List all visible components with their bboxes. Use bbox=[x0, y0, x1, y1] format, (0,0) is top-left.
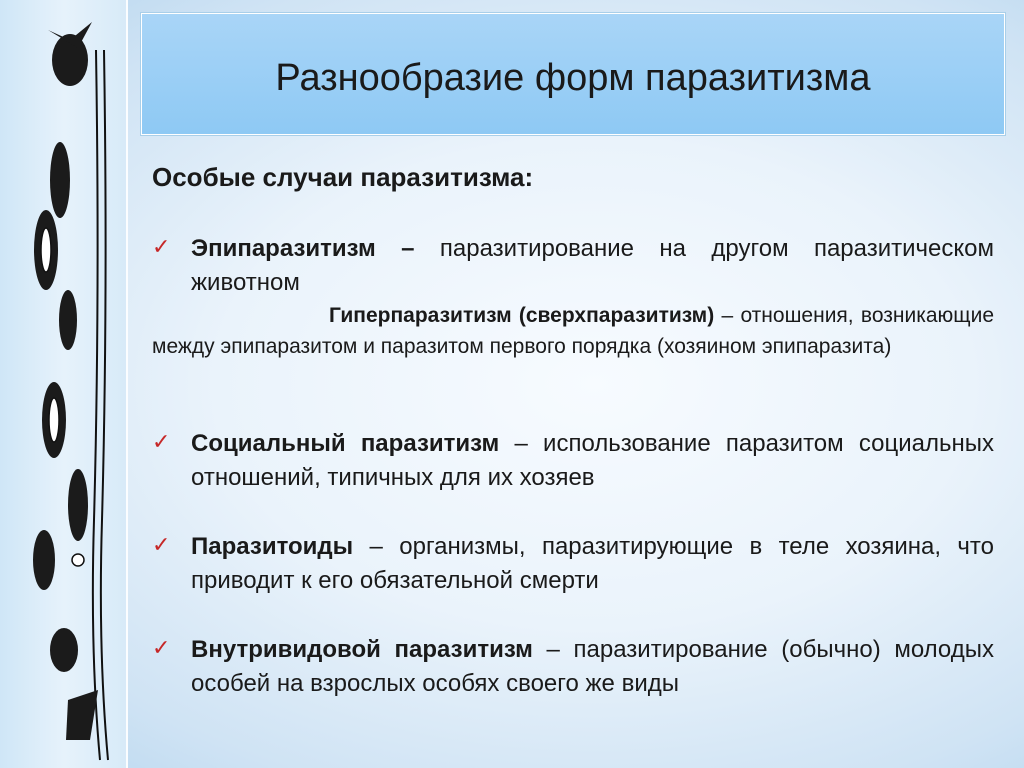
list-item-parasitoids bbox=[152, 530, 994, 598]
parasites-column-illustration bbox=[8, 0, 120, 768]
list-item-intraspecific bbox=[152, 633, 994, 701]
checkmark-icon: ✓ bbox=[152, 234, 171, 259]
term-definition: – паразитирование (обычно) молодых особей на взрослых особях своего же виды bbox=[191, 636, 994, 697]
checkmark-icon: ✓ bbox=[152, 635, 171, 660]
left-divider-line bbox=[126, 0, 128, 768]
list-item-social-parasitism bbox=[152, 427, 994, 495]
title-banner bbox=[141, 13, 1005, 135]
term-definition: – организмы, паразитирующие в теле хозяина, что приводит к его обязательной смерти bbox=[191, 533, 994, 594]
term-definition: паразитирование на другом паразитическом животном bbox=[191, 235, 995, 296]
hyperparasitism-paragraph bbox=[152, 300, 994, 362]
section-subtitle: Особые случаи паразитизма: bbox=[152, 162, 534, 192]
term-definition: – отношения, возникающие между эпипаразитом и паразитом первого порядка (хозяином эпипаразита) bbox=[152, 304, 994, 358]
checkmark-icon: ✓ bbox=[152, 532, 171, 557]
list-item-epiparasitism bbox=[152, 232, 994, 300]
term-label: Гиперпаразитизм (сверхпаразитизм) bbox=[329, 304, 715, 327]
term-definition: – использование паразитом социальных отношений, типичных для их хозяев bbox=[191, 430, 995, 491]
term-label: Внутривидовой паразитизм bbox=[191, 636, 533, 663]
term-label: Паразитоиды bbox=[191, 533, 354, 560]
term-label: Эпипаразитизм – bbox=[191, 235, 415, 262]
term-label: Социальный паразитизм bbox=[191, 430, 500, 457]
checkmark-icon: ✓ bbox=[152, 429, 171, 454]
slide-title: Разнообразие форм паразитизма bbox=[275, 57, 871, 99]
